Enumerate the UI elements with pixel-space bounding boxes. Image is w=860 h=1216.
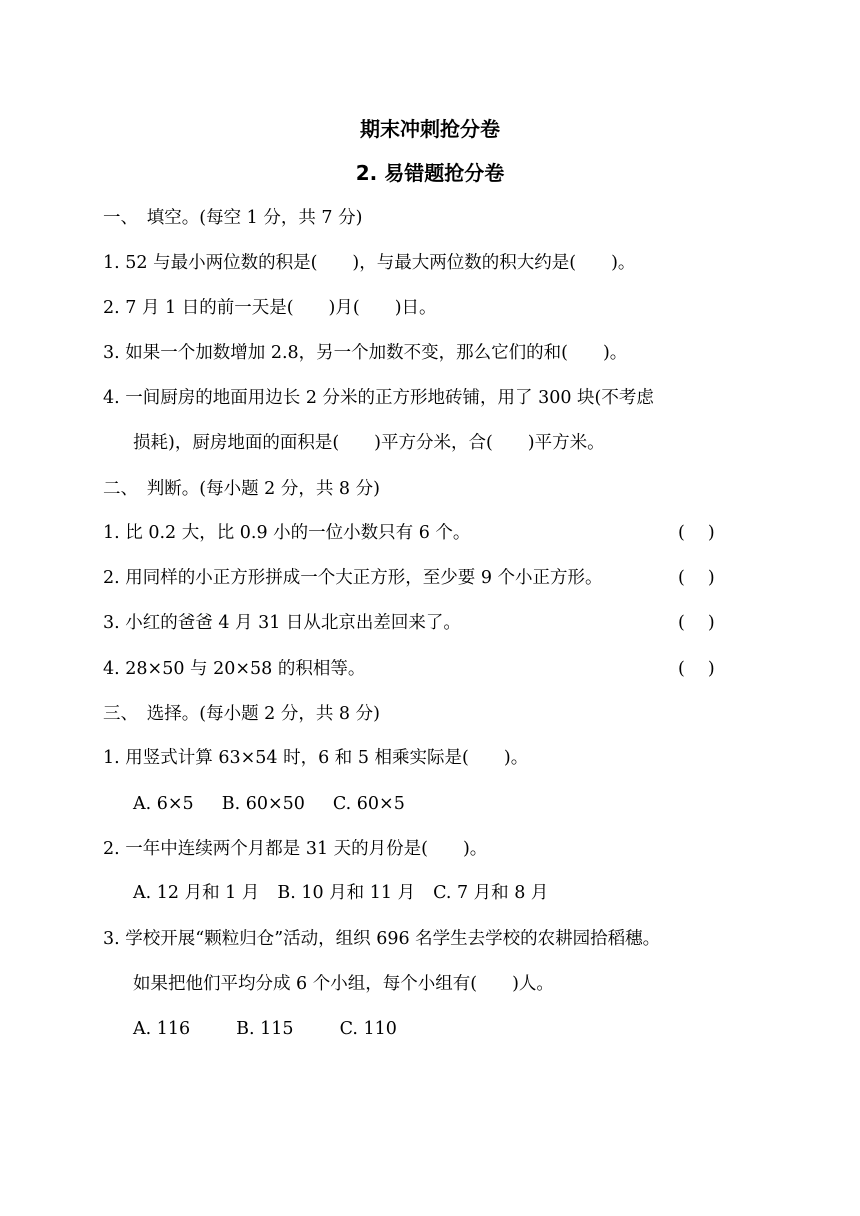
choice-question-3-line2: 如果把他们平均分成 6 个小组，每个小组有( )人。 <box>133 974 554 994</box>
section-heading-fill-blank: 一、 填空。(每空 1 分，共 7 分) <box>103 208 363 228</box>
answer-bracket-4: ( ) <box>678 659 715 679</box>
choice-question-1: 1. 用竖式计算 63×54 时，6 和 5 相乘实际是( )。 <box>103 748 529 768</box>
fill-blank-question-4-line1: 4. 一间厨房的地面用边长 2 分米的正方形地砖铺，用了 300 块(不考虑 <box>103 388 654 408</box>
choice-question-2: 2. 一年中连续两个月都是 31 天的月份是( )。 <box>103 839 488 859</box>
option-c: C. 110 <box>339 1019 397 1039</box>
true-false-question-2: 2. 用同样的小正方形拼成一个大正方形，至少要 9 个小正方形。 <box>103 568 603 588</box>
answer-bracket-3: ( ) <box>678 613 715 633</box>
option-b: B. 60×50 <box>221 794 305 814</box>
answer-bracket-1: ( ) <box>678 523 715 543</box>
true-false-question-1: 1. 比 0.2 大，比 0.9 小的一位小数只有 6 个。 <box>103 523 471 543</box>
section-heading-true-false: 二、 判断。(每小题 2 分，共 8 分) <box>103 479 380 499</box>
page-subtitle: 2. 易错题抢分卷 <box>355 161 505 185</box>
option-a: A. 6×5 <box>133 794 194 814</box>
choice-question-1-options <box>133 792 433 816</box>
section-heading-choice: 三、 选择。(每小题 2 分，共 8 分) <box>103 704 380 724</box>
choice-question-3-line1: 3. 学校开展“颗粒归仓”活动，组织 696 名学生去学校的农耕园拾稻穗。 <box>103 929 661 949</box>
true-false-question-4: 4. 28×50 与 20×58 的积相等。 <box>103 659 366 679</box>
answer-bracket-2: ( ) <box>678 568 715 588</box>
fill-blank-question-1: 1. 52 与最小两位数的积是( )，与最大两位数的积大约是( )。 <box>103 253 636 273</box>
fill-blank-question-2: 2. 7 月 1 日的前一天是( )月( )日。 <box>103 298 437 318</box>
option-b: B. 10 月和 11 月 <box>277 883 416 903</box>
option-b: B. 115 <box>236 1019 294 1039</box>
option-a: A. 12 月和 1 月 <box>133 883 260 903</box>
option-a: A. 116 <box>133 1019 191 1039</box>
option-c: C. 60×5 <box>332 794 405 814</box>
option-c: C. 7 月和 8 月 <box>433 883 549 903</box>
choice-question-3-options <box>133 1017 425 1041</box>
fill-blank-question-3: 3. 如果一个加数增加 2.8，另一个加数不变，那么它们的和( )。 <box>103 343 628 363</box>
true-false-question-3: 3. 小红的爸爸 4 月 31 日从北京出差回来了。 <box>103 613 461 633</box>
choice-question-2-options <box>133 881 576 905</box>
fill-blank-question-4-line2: 损耗)，厨房地面的面积是( )平方分米，合( )平方米。 <box>133 433 605 453</box>
page-title: 期末冲刺抢分卷 <box>360 117 500 141</box>
